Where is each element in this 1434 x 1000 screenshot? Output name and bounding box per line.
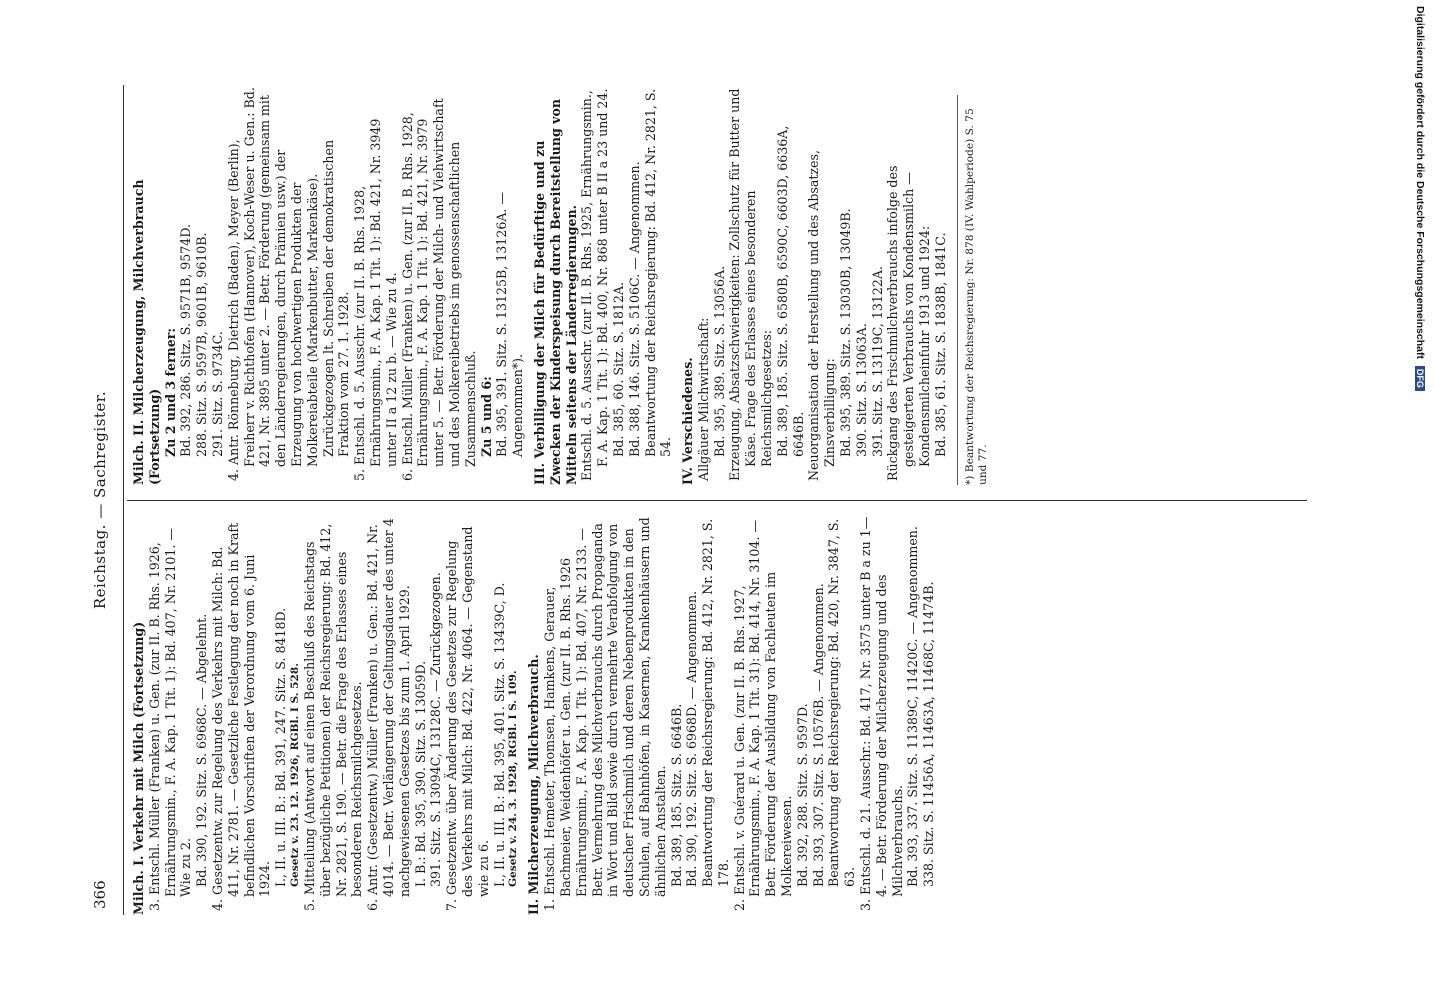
left-line: Gesetz v. 24. 3. 1928, RGBl. I S. 109. (507, 670, 520, 887)
left-line: 4. Gesetzentw. zur Regelung des Verkehrs mit Milch: Bd. 411, Nr. 2781. — Gesetzliche Festlegung der noch in Kraft befindlichen Vorschriften der Verordnung vom 6. Juni 1924. (209, 522, 273, 911)
right-section-heading: III. Verbilligung der Milch für Bedürftige und zu Zwecken der Kinderspeisung durch Bereitstellung von Mitteln seitens der Länderregierungen. (531, 98, 579, 485)
left-line: Bd. 392, 288. Sitz. S. 9597D. (794, 703, 810, 887)
left-line: 1. Entschl. Hemeter, Thomsen, Hamkens, Gerauer, Bachmeier, Weidenhöfer u. Gen. (zur II. B. Rhs. 1926 Ernährungsmin., F. A. Kap. 1 Tit. 1): Bd. 407, Nr. 2133. — Betr. Vermehrung des Milchverbrauchs durch Propaganda in Wort und Bild sowie durch vermehrte Verabfolgung von deutscher Frischmilch und deren Nebenprodukten in den Schulen, auf Bahnhöfen, in Kasernen, Krankenhäusern und ähnlichen Anstalten. (542, 517, 668, 911)
left-line: 338. Sitz. S. 11456A, 11463A, 11468C, 11474B. (921, 581, 937, 887)
right-line: 291. Sitz. S. 9734C. (209, 331, 225, 457)
right-line: Entschl. d. 5. Ausschr. (zur II. B. Rhs. 1925, Ernährungsmin., F. A. Kap. 1 Tit. 1): Bd. 400, Nr. 868 unter B II a 23 und 24. (579, 88, 611, 481)
right-line: Bd. 395, 389. Sitz. S. 13056A. (711, 265, 727, 457)
rotated-page (85, 85, 1325, 915)
right-line: Erzeugung, Absatzschwierigkeiten: Zollschutz für Butter und Käse. Frage des Erlasses eines besonderen Reichsmilchgesetzes: (727, 88, 775, 481)
right-line: Neuorganisation der Herstellung und des Absatzes, Zinsverbilligung: (806, 150, 838, 481)
left-line: I., II. u. III. B.: Bd. 395, 401. Sitz. S. 13439C, D. (491, 582, 507, 887)
right-line: Zu 5 und 6: (478, 376, 494, 457)
right-line: 390. Sitz. S. 13063A. (853, 323, 869, 457)
right-line: Beantwortung der Reichsregierung: Bd. 412, Nr. 2821, S. 54. (642, 88, 674, 457)
left-line: Bd. 390, 192. Sitz. S. 6968C. — Abgelehnt. (194, 613, 210, 887)
left-line: Beantwortung der Reichsregierung: Bd. 420, Nr. 3847, S. 63. (826, 518, 858, 887)
right-column (131, 85, 1306, 485)
page-title: Reichstag. — Sachregister. (91, 390, 109, 610)
left-column (131, 515, 1306, 915)
left-line: Milch. I. Verkehr mit Milch (Fortsetzung) (131, 621, 146, 915)
right-line: Zurückgezogen lt. Schreiben der demokratischen Fraktion vom 27. 1. 1928. (320, 139, 352, 457)
footnote: *) Beantwortung der Reichsregierung: Nr. 878 (IV. Wahlperiode) S. 75 und 77. (957, 95, 990, 485)
left-line: 5. Mitteilung (Antwort auf einen Beschluß des Reichstags über bezügliche Petitionen) der Reichsregierung: Bd. 412, Nr. 2821, S. 190. — Betr. die Frage des Erlasses eines besonderen Reichsmilchgesetzes. (301, 523, 365, 911)
right-line: Bd. 395, 391. Sitz. S. 13125B, 13126A. — Angenommen*). (494, 191, 526, 457)
left-line: Bd. 389, 185. Sitz. S. 6646B. (668, 703, 684, 887)
left-line: 2. Entschl. v. Guérard u. Gen. (zur II. B. Rhs. 1927, Ernährungsmin., F. A. Kap. 1 Tit. 31): Bd. 414, Nr. 3104. — Betr. Förderung der Ausbildung von Fachleuten im Molkereiwesen. (731, 519, 795, 911)
right-section-heading: IV. Verschiedenes. (680, 357, 696, 485)
header-rule (123, 85, 124, 915)
column-divider (127, 500, 1307, 501)
right-line: Bd. 385, 61. Sitz. S. 1838B, 1841C. (932, 232, 948, 457)
page-number: 366 (91, 880, 109, 909)
left-line: 391. Sitz. S. 13094C, 13128C. — Zurückgezogen. (428, 572, 444, 887)
left-line: 3. Entschl. d. 21. Ausschr.: Bd. 417, Nr. 3575 unter B a zu 1—4. — Betr. Förderung der Milcherzeugung und des Milchverbrauchs. (858, 516, 905, 911)
digitization-stamp (1406, 6, 1432, 996)
left-line: Beantwortung der Reichsregierung: Bd. 412, Nr. 2821, S. 178. (700, 518, 731, 887)
right-line: Bd. 388, 146. Sitz. S. 5106C. — Angenommen. (626, 161, 642, 457)
left-line: Bd. 393, 307. Sitz. S. 10576B. — Angenommen. (810, 583, 826, 887)
right-line: 4. Antr. Rönneburg, Dietrich (Baden), Meyer (Berlin), Freiherr v. Richthofen (Hannover), Koch-Weser u. Gen.: Bd. 421, Nr. 3895 unter 2. — Betr. Förderung (gemeinsam mit den Länderregierungen, durch Prämien usw.) der Erzeugung von hochwertigen Produkten der Molkereiabteile (Markenbutter, Markenkäse). (225, 87, 320, 481)
left-line: I., II. u. III. B.: Bd. 391, 247. Sitz. S. 8418D. (273, 607, 289, 887)
left-line: Gesetz v. 23. 12. 1926, RGBl. I S. 528. (288, 663, 301, 887)
left-line: 6. Antr. (Gesetzentw.) Müller (Franken) u. Gen.: Bd. 421, Nr. 4014. — Betr. Verlängerung der Geltungsdauer des unter 4 nachgewiesenen Gesetzes bis zum 1. April 1929. (365, 518, 412, 911)
left-line: 3. Entschl. Müller (Franken) u. Gen. (zur II. B. Rhs. 1926, Ernährungsmin., F. A. Kap. 1 Tit. 1): Bd. 407, Nr. 2101. — Wie zu 2. (146, 527, 194, 911)
left-section-heading: II. Milcherzeugung, Milchverbrauch. (526, 654, 542, 915)
right-line: Bd. 392, 286. Sitz. S. 9571B, 9574D. (178, 224, 194, 457)
right-line: Allgäuer Milchwirtschaft: (695, 317, 711, 481)
dfg-logo: DFG (1415, 366, 1425, 391)
right-line: 288. Sitz. S. 9597B, 9601B, 9610B. (194, 232, 210, 457)
stamp-text: Digitalisierung gefördert durch die Deutsche Forschungsgemeinschaft (1414, 6, 1426, 359)
right-line: Zu 2 und 3 ferner: (162, 327, 178, 457)
left-line: I. B.: Bd. 395, 390. Sitz. S. 13059D. (412, 660, 428, 887)
right-line: Rückgang des Frischmilchverbrauchs infolge des gesteigerten Verbrauchs von Kondensmilch — Kondensmilcheinfuhr 1913 und 1924: (885, 165, 933, 481)
left-line: Bd. 390, 192. Sitz. S. 6968D. — Angenommen. (684, 590, 700, 887)
left-line: 7. Gesetzentw. über Änderung des Gesetzes zur Regelung des Verkehrs mit Milch: Bd. 422, Nr. 4064. — Gegenstand wie zu 6. (444, 526, 491, 911)
left-line: Bd. 393, 337. Sitz. S. 11389C, 11420C. — Angenommen. (905, 526, 921, 887)
right-line: Bd. 395, 389. Sitz. S. 13030B, 13049B. (838, 208, 854, 457)
right-line: Milch. II. Milcherzeugung, Milchverbrauch (Fortsetzung) (131, 179, 162, 485)
right-line: Bd. 389, 185. Sitz. S. 6580B, 6590C, 6603D, 6636A, 6646B. (774, 125, 806, 457)
right-line: 391. Sitz. S. 13119C, 13122A. (869, 265, 885, 457)
right-line: Bd. 385, 60. Sitz. S. 1812A. (610, 281, 626, 457)
right-line: 5. Entschl. d. 5. Ausschr. (zur II. B. Rhs. 1928, Ernährungsmin., F. A. Kap. 1 Tit. 1): Bd. 421, Nr. 3949 unter II a 12 zu b. — Wie zu 4. (352, 118, 399, 481)
right-line: 6. Entschl. Müller (Franken) u. Gen. (zur II. B. Rhs. 1928, Ernährungsmin., F. A. Kap. 1 Tit. 1): Bd. 421, Nr. 3979 unter 5. — Betr. Förderung der Milch- und Viehwirtschaft und des Molkereibetriebs im genossenschaftlichen Zusammenschluß. (399, 98, 478, 481)
page-header (85, 85, 115, 915)
